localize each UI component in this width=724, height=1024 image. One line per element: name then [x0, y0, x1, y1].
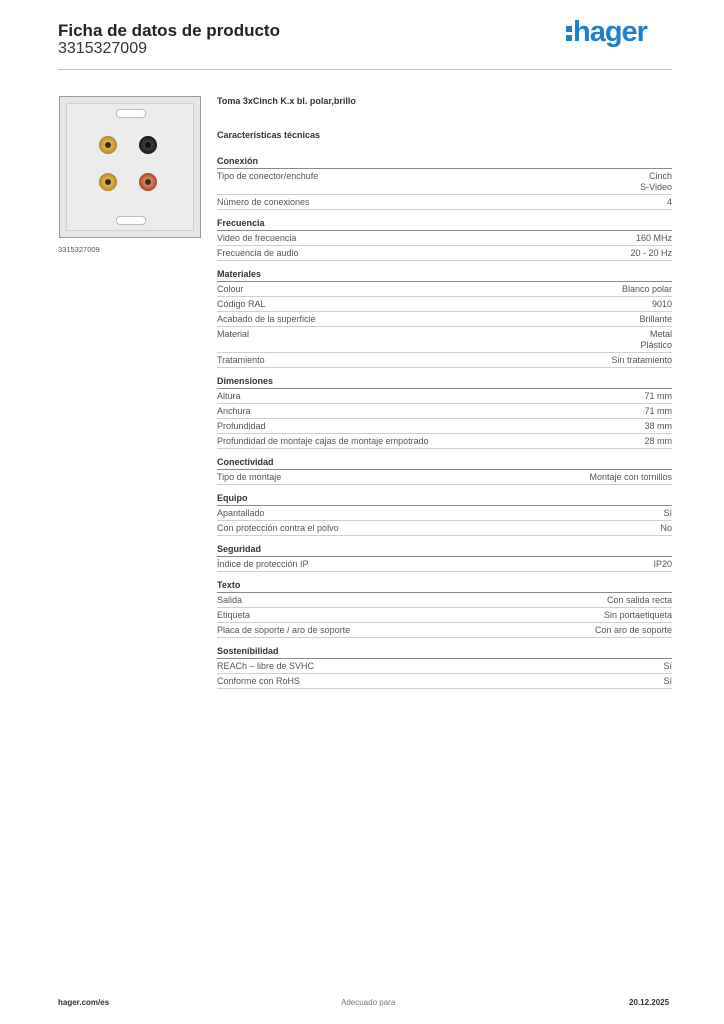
spec-value — [607, 595, 672, 606]
spec-value-line: 71 mm — [644, 391, 672, 401]
spec-value-line: Plástico — [640, 340, 672, 350]
spec-row — [217, 353, 672, 368]
socket-plate — [66, 103, 194, 231]
svideo-jack-icon — [139, 136, 157, 154]
spec-value — [595, 625, 672, 636]
spec-value — [663, 508, 672, 519]
spec-label: Profundidad de montaje cajas de montaje empotrado — [217, 436, 429, 446]
spec-value-line: Blanco polar — [621, 284, 672, 294]
spec-row — [217, 521, 672, 536]
spec-value — [667, 197, 672, 208]
spec-row — [217, 434, 672, 449]
header-divider — [58, 69, 672, 70]
logo-dots-icon — [566, 16, 572, 38]
spec-label: Etiqueta — [217, 610, 251, 620]
spec-label: Frecuencia de audio — [217, 248, 299, 258]
spec-row — [217, 419, 672, 434]
page-title: Ficha de datos de producto — [58, 21, 280, 40]
spec-label: Salida — [217, 595, 243, 605]
spec-value — [640, 171, 672, 193]
spec-section — [217, 268, 672, 368]
spec-value-line: Sin portaetiqueta — [603, 610, 672, 620]
spec-section — [217, 155, 672, 210]
spec-section — [217, 645, 672, 689]
spec-section — [217, 492, 672, 536]
spec-value-line: Sí — [663, 508, 672, 518]
footer-suitable-for: Adecuado para — [341, 998, 396, 1007]
spec-value-line: 9010 — [651, 299, 672, 309]
spec-row — [217, 195, 672, 210]
section-title: Conectividad — [217, 456, 672, 470]
section-title: Seguridad — [217, 543, 672, 557]
spec-section — [217, 456, 672, 485]
section-title: Materiales — [217, 268, 672, 282]
cinch-jack-icon — [139, 173, 157, 191]
spec-value-line: Con salida recta — [606, 595, 672, 605]
spec-label: REACh – libre de SVHC — [217, 661, 315, 671]
spec-value-line: 20 - 20 Hz — [630, 248, 672, 258]
spec-value — [663, 661, 672, 672]
spec-row — [217, 557, 672, 572]
bottom-screw-slot — [116, 216, 146, 225]
spec-value — [660, 523, 672, 534]
spec-row — [217, 169, 672, 195]
spec-value — [611, 355, 672, 366]
cinch-jack-icon — [99, 136, 117, 154]
spec-row — [217, 327, 672, 353]
spec-section — [217, 375, 672, 449]
spec-table — [217, 155, 672, 696]
spec-value — [636, 233, 672, 244]
spec-value-line: 28 mm — [644, 436, 672, 446]
spec-label: Anchura — [217, 406, 251, 416]
spec-label: Código RAL — [217, 299, 266, 309]
footer-website: hager.com/es — [58, 998, 110, 1007]
section-title: Equipo — [217, 492, 672, 506]
spec-row — [217, 506, 672, 521]
spec-value-line: Sí — [663, 661, 672, 671]
spec-value — [653, 559, 672, 570]
spec-label: Número de conexiones — [217, 197, 310, 207]
spec-label: Índice de protección IP — [217, 559, 309, 569]
spec-label: Con protección contra el polvo — [217, 523, 339, 533]
spec-value-line: 38 mm — [644, 421, 672, 431]
spec-value-line: Montaje con tornillos — [589, 472, 672, 482]
tech-heading: Características técnicas — [217, 130, 321, 140]
product-code: 3315327009 — [58, 40, 147, 57]
spec-value — [630, 248, 672, 259]
spec-value-line: 4 — [666, 197, 672, 207]
spec-label: Colour — [217, 284, 244, 294]
section-title: Texto — [217, 579, 672, 593]
spec-value — [589, 472, 672, 483]
spec-row — [217, 404, 672, 419]
spec-value-line: Brillante — [639, 314, 672, 324]
spec-value — [639, 314, 672, 325]
cinch-jack-icon — [99, 173, 117, 191]
spec-value-line: 160 MHz — [635, 233, 672, 243]
spec-value-line: IP20 — [653, 559, 672, 569]
spec-row — [217, 470, 672, 485]
spec-value-line: Sí — [663, 676, 672, 686]
spec-row — [217, 623, 672, 638]
spec-row — [217, 659, 672, 674]
hager-logo — [566, 16, 647, 49]
spec-label: Tratamiento — [217, 355, 265, 365]
spec-row — [217, 231, 672, 246]
spec-label: Conforme con RoHS — [217, 676, 301, 686]
spec-value — [622, 284, 672, 295]
spec-label: Tipo de montaje — [217, 472, 282, 482]
section-title: Sostenibilidad — [217, 645, 672, 659]
spec-row — [217, 593, 672, 608]
spec-value — [644, 391, 672, 402]
spec-value — [644, 406, 672, 417]
spec-value-line: S-Video — [640, 182, 672, 192]
spec-value-line: Con aro de soporte — [594, 625, 672, 635]
spec-label: Video de frecuencia — [217, 233, 297, 243]
spec-label: Tipo de conector/enchufe — [217, 171, 319, 181]
spec-value — [604, 610, 672, 621]
spec-row — [217, 674, 672, 689]
spec-value-line: No — [660, 523, 672, 533]
spec-value-line: Metal — [649, 329, 672, 339]
spec-section — [217, 217, 672, 261]
spec-value — [640, 329, 672, 351]
spec-label: Altura — [217, 391, 241, 401]
spec-row — [217, 389, 672, 404]
image-caption: 3315327009 — [58, 245, 100, 254]
product-image — [59, 96, 201, 238]
spec-section — [217, 543, 672, 572]
spec-value — [663, 676, 672, 687]
spec-value — [652, 299, 672, 310]
spec-value-line: 71 mm — [644, 406, 672, 416]
section-title: Dimensiones — [217, 375, 672, 389]
top-screw-slot — [116, 109, 146, 118]
logo-text: hager — [573, 16, 647, 48]
spec-row — [217, 608, 672, 623]
spec-label: Placa de soporte / aro de soporte — [217, 625, 351, 635]
spec-value-line: Cinch — [648, 171, 672, 181]
section-title: Frecuencia — [217, 217, 672, 231]
spec-value — [644, 421, 672, 432]
spec-label: Apantallado — [217, 508, 265, 518]
section-title: Conexión — [217, 155, 672, 169]
spec-row — [217, 282, 672, 297]
product-name: Toma 3xCinch K.x bl. polar,brillo — [217, 96, 356, 106]
spec-row — [217, 246, 672, 261]
spec-row — [217, 312, 672, 327]
spec-value-line: Sin tratamiento — [611, 355, 672, 365]
spec-label: Material — [217, 329, 250, 339]
footer-date: 20.12.2025 — [629, 998, 670, 1007]
spec-row — [217, 297, 672, 312]
spec-label: Profundidad — [217, 421, 266, 431]
spec-label: Acabado de la superficie — [217, 314, 316, 324]
spec-value — [644, 436, 672, 447]
spec-section — [217, 579, 672, 638]
